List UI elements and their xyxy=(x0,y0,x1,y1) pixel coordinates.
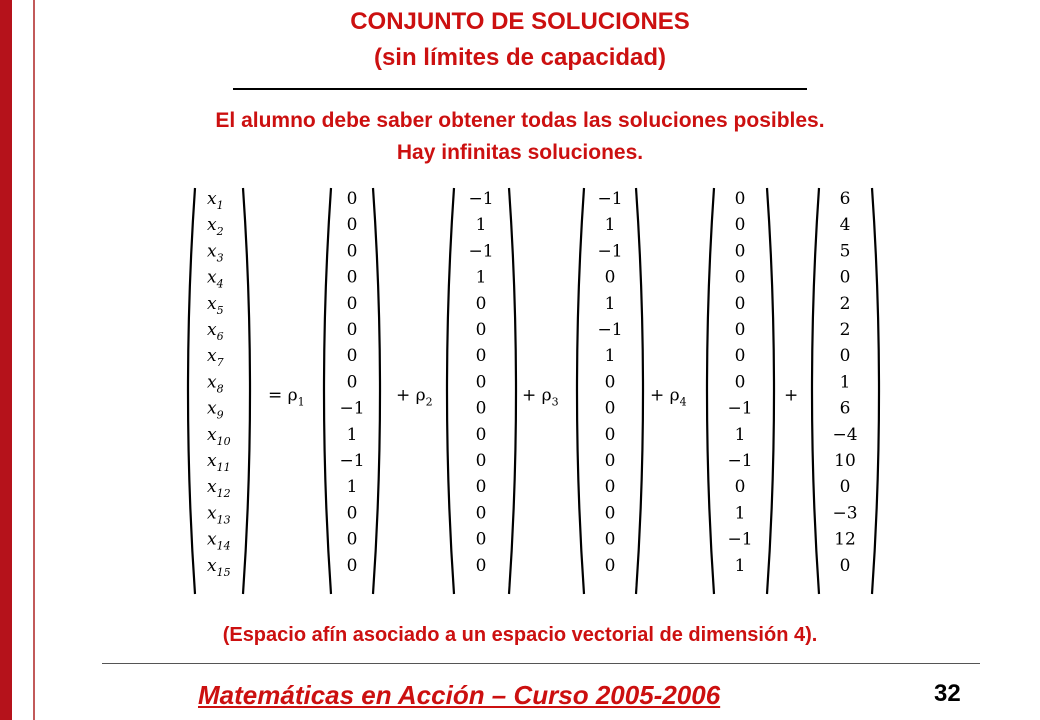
subtitle-line-1: El alumno debe saber obtener todas las soluciones posibles. xyxy=(215,109,825,132)
variable-entry: $x_{13}$ xyxy=(207,503,231,527)
vector-entry: 0 xyxy=(604,451,616,471)
variable-entry: $x_{10}$ xyxy=(207,424,231,448)
vector-entry: −3 xyxy=(832,503,858,524)
vector-entry: 0 xyxy=(346,372,358,393)
vector-entry: 0 xyxy=(475,398,487,419)
vector-entry: 1 xyxy=(734,555,746,576)
vector-entry: 0 xyxy=(346,346,358,367)
vector-entry: 0 xyxy=(475,424,487,445)
vector-5-left-bracket xyxy=(812,188,819,594)
vector-entry: 0 xyxy=(475,503,487,524)
vector-2-right-bracket xyxy=(509,188,516,594)
vector-3-right-bracket xyxy=(636,188,643,594)
vector-entry: 0 xyxy=(839,346,851,367)
vector-entry: −1 xyxy=(727,529,753,550)
variable-entry: $x_{11}$ xyxy=(207,451,231,474)
vector-entry: 0 xyxy=(604,372,616,393)
variable-entry: $x_3$ xyxy=(207,241,224,265)
operator-3: + $\rho_3$ xyxy=(522,385,559,409)
operator-1: = $\rho_1$ xyxy=(268,385,305,409)
vector-entry: 0 xyxy=(604,503,616,524)
variable-entry: $x_6$ xyxy=(207,320,224,343)
vector-entry: 0 xyxy=(604,267,616,288)
variable-entry: $x_{14}$ xyxy=(207,529,231,553)
vector-entry: 0 xyxy=(475,529,487,550)
vector-entry: 0 xyxy=(734,477,746,498)
vector-entry: 0 xyxy=(475,451,487,471)
slide-title-subline: (sin límites de capacidad) xyxy=(373,44,667,71)
vector-entry: 0 xyxy=(734,215,746,236)
vector-4-right-bracket xyxy=(767,188,774,594)
vector-entry: −1 xyxy=(597,189,623,209)
vector-entry: 6 xyxy=(839,398,851,419)
vector-entry: 0 xyxy=(839,477,851,498)
vector-entry: −4 xyxy=(832,424,858,445)
vector-entry: −1 xyxy=(468,241,494,262)
vector-entry: 0 xyxy=(734,293,746,314)
vector-1-right-bracket xyxy=(373,188,380,594)
vector-entry: 1 xyxy=(475,215,487,236)
vector-4-left-bracket xyxy=(707,188,714,594)
vector-entry: 0 xyxy=(475,293,487,314)
vector-entry: 0 xyxy=(346,241,358,262)
vector-entry: −1 xyxy=(597,320,623,340)
variable-entry: $x_1$ xyxy=(207,189,224,212)
vector-entry: 0 xyxy=(604,424,616,445)
variable-entry: $x_7$ xyxy=(207,346,224,370)
vector-entry: 1 xyxy=(604,346,616,367)
operator-4: + $\rho_4$ xyxy=(650,385,687,409)
vector-3-left-bracket xyxy=(577,188,584,594)
variable-entry: $x_{12}$ xyxy=(207,477,231,501)
vector-entry: 10 xyxy=(834,451,856,471)
vector-entry: 6 xyxy=(839,189,851,209)
subtitle-line-2: Hay infinitas soluciones. xyxy=(396,141,644,164)
variable-vector-right-bracket xyxy=(243,188,250,594)
slide-title: CONJUNTO DE SOLUCIONES xyxy=(350,8,690,35)
solution-equation xyxy=(0,180,1040,600)
vector-entry: 2 xyxy=(839,293,851,314)
vector-entry: 0 xyxy=(734,372,746,393)
vector-entry: 0 xyxy=(734,189,746,209)
page-number: 32 xyxy=(934,680,961,707)
vector-entry: 0 xyxy=(346,555,358,576)
vector-entry: 0 xyxy=(604,477,616,498)
vector-entry: 0 xyxy=(475,372,487,393)
variable-entry: $x_{15}$ xyxy=(207,555,231,579)
variable-entry: $x_2$ xyxy=(207,215,224,239)
vector-entry: 0 xyxy=(475,346,487,367)
vector-entry: 1 xyxy=(346,477,358,498)
vector-entry: 1 xyxy=(734,424,746,445)
vector-entry: 1 xyxy=(839,372,851,393)
vector-entry: 12 xyxy=(834,529,856,550)
vector-2-left-bracket xyxy=(447,188,454,594)
vector-entry: 1 xyxy=(604,293,616,314)
vector-1-left-bracket xyxy=(324,188,331,594)
operator-5: + xyxy=(784,385,799,406)
vector-entry: 0 xyxy=(734,320,746,340)
vector-entry: 0 xyxy=(734,267,746,288)
vector-entry: −1 xyxy=(597,241,623,262)
vector-entry: 0 xyxy=(346,320,358,340)
vector-entry: 0 xyxy=(604,555,616,576)
vector-entry: −1 xyxy=(468,189,494,209)
vector-entry: 0 xyxy=(839,267,851,288)
vector-entry: −1 xyxy=(339,451,365,471)
footer-divider xyxy=(102,663,980,664)
vector-entry: 4 xyxy=(839,215,851,236)
variable-entry: $x_8$ xyxy=(207,372,224,396)
vector-entry: 0 xyxy=(346,267,358,288)
vector-entry: 0 xyxy=(346,215,358,236)
vector-entry: 0 xyxy=(604,398,616,419)
vector-entry: 1 xyxy=(475,267,487,288)
vector-entry: 0 xyxy=(475,320,487,340)
variable-entry: $x_5$ xyxy=(207,293,224,317)
vector-entry: 0 xyxy=(604,529,616,550)
vector-entry: 0 xyxy=(475,555,487,576)
vector-entry: 1 xyxy=(346,424,358,445)
footer-course-title: Matemáticas en Acción – Curso 2005-2006 xyxy=(198,680,721,710)
vector-entry: 0 xyxy=(734,346,746,367)
vector-entry: −1 xyxy=(727,451,753,471)
vector-entry: −1 xyxy=(339,398,365,419)
caption: (Espacio afín asociado a un espacio vectorial de dimensión 4). xyxy=(222,624,818,646)
vector-entry: 2 xyxy=(839,320,851,340)
variable-entry: $x_9$ xyxy=(207,398,224,422)
vector-entry: 5 xyxy=(839,241,851,262)
variable-vector-left-bracket xyxy=(188,188,195,594)
vector-entry: 0 xyxy=(346,529,358,550)
title-underline xyxy=(233,88,807,90)
vector-entry: 1 xyxy=(734,503,746,524)
vector-entry: 0 xyxy=(346,189,358,209)
vector-entry: 0 xyxy=(839,555,851,576)
vector-entry: 0 xyxy=(346,293,358,314)
variable-entry: $x_4$ xyxy=(207,267,224,291)
vector-entry: 0 xyxy=(475,477,487,498)
vector-entry: 0 xyxy=(734,241,746,262)
vector-entry: 0 xyxy=(346,503,358,524)
operator-2: + $\rho_2$ xyxy=(396,385,433,409)
vector-entry: 1 xyxy=(604,215,616,236)
vector-entry: −1 xyxy=(727,398,753,419)
vector-5-right-bracket xyxy=(872,188,879,594)
